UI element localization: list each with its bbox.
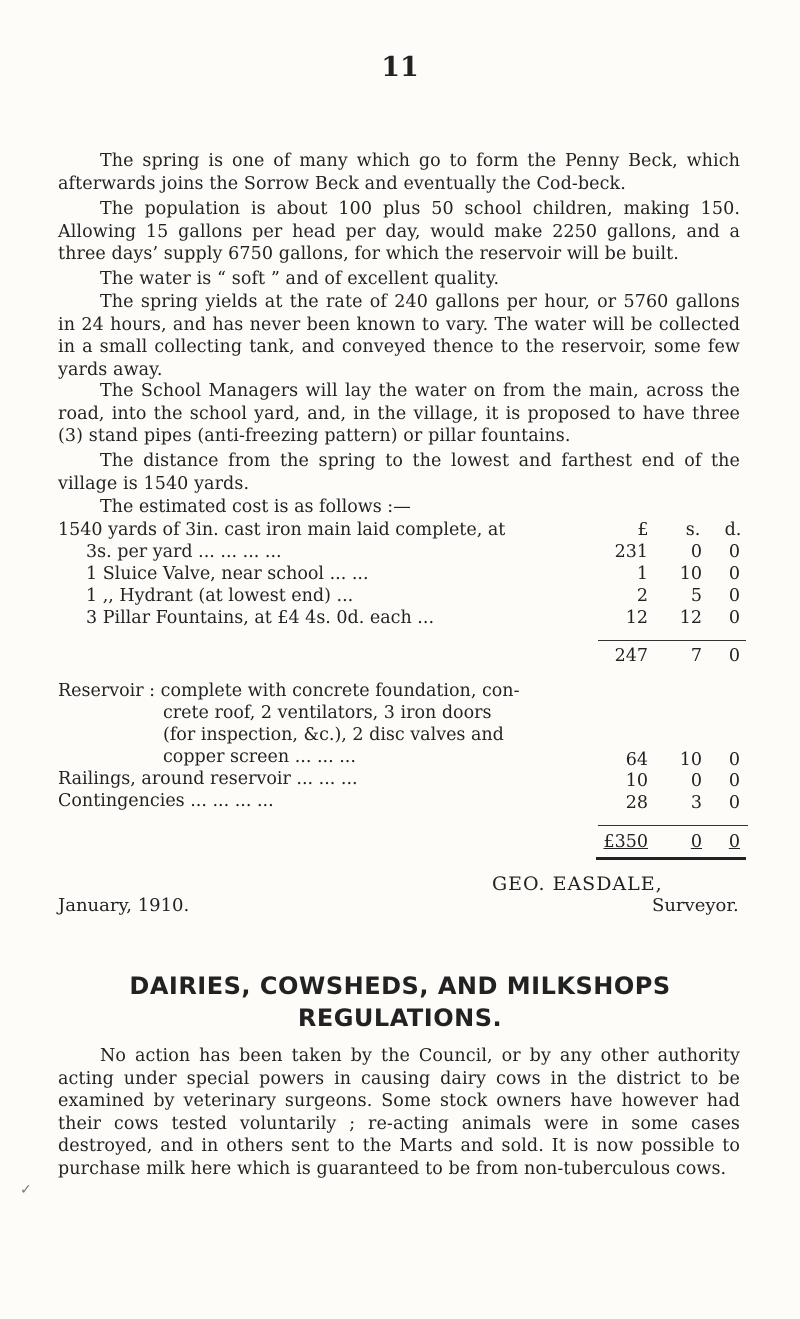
item-hydrant-pounds: 2: [636, 586, 648, 606]
header-pounds: £: [637, 520, 649, 540]
item-sluice-desc: 1 Sluice Valve, near school ... ...: [86, 564, 369, 584]
signature-name: GEO. EASDALE,: [492, 873, 663, 895]
item-sluice-shillings: 10: [679, 564, 702, 584]
item-hydrant-shillings: 5: [690, 586, 702, 606]
contingencies-shillings: 3: [690, 793, 702, 813]
paragraph-spring-yield: The spring yields at the rate of 240 gallons per hour, or 5760 gallons in 24 hours, and has never been known to vary. The water will be collected in a small collecting tank, and conveyed thence to the reservoir, some few yards away.: [58, 292, 740, 380]
total-rule: [598, 825, 748, 826]
contingencies-pence: 0: [728, 793, 740, 813]
reservoir-pence: 0: [728, 750, 740, 770]
header-shillings: s.: [685, 520, 701, 540]
paragraph-population: The population is about 100 plus 50 school children, making 150. Allowing 15 gallons per head per day, would make 2250 gallons, and a three days’ supply 6750 gallons, for which the reservoir will be built.: [58, 199, 740, 265]
item-hydrant-pence: 0: [728, 586, 740, 606]
section-heading-line2: REGULATIONS.: [297, 1004, 503, 1032]
reservoir-desc-4: copper screen ... ... ...: [163, 747, 356, 767]
signature-title: Surveyor.: [652, 895, 739, 916]
paragraph-school-managers: The School Managers will lay the water on from the main, across the road, into the school yard, and, in the village, it is proposed to have three (3) stand pipes (anti-freezing pattern) or pillar fountains.: [58, 381, 740, 447]
total-pence: 0: [728, 832, 740, 852]
subtotal-rule: [598, 640, 746, 641]
subtotal-pence: 0: [728, 646, 740, 666]
total-pounds: £350: [603, 832, 648, 852]
report-date: January, 1910.: [58, 895, 190, 916]
item-fountains-desc: 3 Pillar Fountains, at £4 4s. 0d. each ...: [86, 608, 435, 628]
item-fountains-pence: 0: [728, 608, 740, 628]
railings-pounds: 10: [625, 771, 648, 791]
page-number: 11: [381, 52, 419, 83]
item-fountains-pounds: 12: [625, 608, 648, 628]
subtotal-pounds: 247: [614, 646, 648, 666]
railings-desc: Railings, around reservoir ... ... ...: [58, 769, 358, 789]
railings-shillings: 0: [690, 771, 702, 791]
paragraph-spring-source: The spring is one of many which go to form the Penny Beck, which afterwards joins the Sorrow Beck and eventually the Cod-beck.: [58, 151, 740, 194]
item-sluice-pence: 0: [728, 564, 740, 584]
subtotal-shillings: 7: [690, 646, 702, 666]
section-body: No action has been taken by the Council, or by any other authority acting under special powers in causing dairy cows in the district to be examined by veterinary surgeons. Some stock owners have however had their cows tested voluntarily ; re-acting animals were in some cases destroyed, and in others sent to the Marts and sold. It is now possible to purchase milk here which is guaranteed to be from non-tuberculous cows.: [58, 1046, 740, 1179]
contingencies-pounds: 28: [625, 793, 648, 813]
header-pence: d.: [724, 520, 742, 540]
reservoir-desc-2: crete roof, 2 ventilators, 3 iron doors: [163, 703, 492, 723]
total-shillings: 0: [690, 832, 702, 852]
item-main-pounds: 231: [614, 542, 648, 562]
item-main-shillings: 0: [690, 542, 702, 562]
item-hydrant-desc: 1 ,, Hydrant (at lowest end) ...: [86, 586, 354, 606]
reservoir-desc-1: Reservoir : complete with concrete foundation, con-: [58, 681, 520, 701]
item-main-desc-cont: 3s. per yard ... ... ... ...: [86, 542, 282, 562]
reservoir-pounds: 64: [625, 750, 648, 770]
contingencies-desc: Contingencies ... ... ... ...: [58, 791, 274, 811]
paragraph-estimated-cost: The estimated cost is as follows :—: [100, 497, 411, 517]
margin-annotation-mark: ✓: [20, 1182, 32, 1198]
total-double-rule: [596, 857, 746, 860]
reservoir-desc-3: (for inspection, &c.), 2 disc valves and: [163, 725, 504, 745]
reservoir-shillings: 10: [679, 750, 702, 770]
item-fountains-shillings: 12: [679, 608, 702, 628]
item-main-pence: 0: [728, 542, 740, 562]
section-heading-line1: DAIRIES, COWSHEDS, AND MILKSHOPS: [129, 972, 671, 1000]
item-main-desc: 1540 yards of 3in. cast iron main laid complete, at: [58, 520, 506, 540]
item-sluice-pounds: 1: [636, 564, 648, 584]
paragraph-distance: The distance from the spring to the lowest and farthest end of the village is 1540 yards.: [58, 451, 740, 494]
railings-pence: 0: [728, 771, 740, 791]
paragraph-water-quality: The water is “ soft ” and of excellent quality.: [100, 269, 500, 289]
